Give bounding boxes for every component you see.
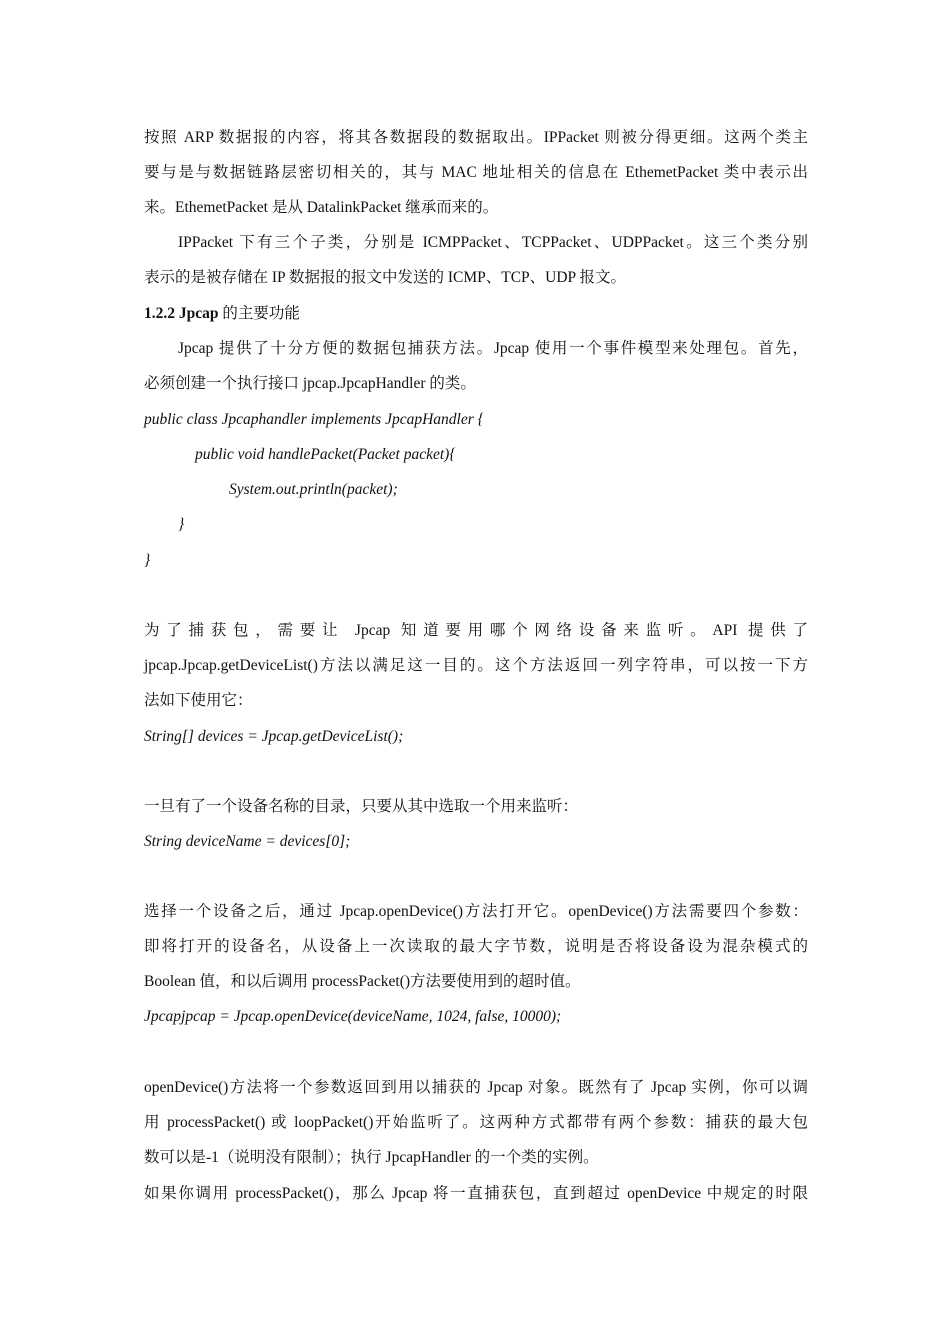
section-heading [144,304,808,324]
code-line: } [144,552,151,569]
code-line: public class Jpcaphandler implements JpcapHandler { [144,411,484,428]
code-line: } [178,516,185,533]
code-line: String[] devices = Jpcap.getDeviceList(); [144,728,404,745]
section-number: 1.2.2 Jpcap [144,305,219,322]
code-line: Jpcapjpcap = Jpcap.openDevice(deviceName, 1024, false, 10000); [144,1008,562,1025]
paragraph-line: Boolean 值，和以后调用 processPacket()方法要使用到的超时值。 [144,973,581,990]
paragraph-line: 法如下使用它： [144,692,253,709]
code-line: System.out.println(packet); [229,481,398,498]
paragraph-line: 为了捕获包，需要让 Jpcap 知道要用哪个网络设备来监听。API 提供了 [144,622,808,639]
paragraph-line: jpcap.Jpcap.getDeviceList()方法以满足这一目的。这个方法返回一列字符串，可以按一下方 [144,657,808,674]
paragraph-line: 数可以是-1（说明没有限制）；执行 JpcapHandler 的一个类的实例。 [144,1149,599,1166]
paragraph-line: 要与是与数据链路层密切相关的，其与 MAC 地址相关的信息在 EthemetPacket 类中表示出 [144,164,808,181]
paragraph-line: 选择一个设备之后，通过 Jpcap.openDevice()方法打开它。openDevice()方法需要四个参数： [144,903,808,920]
section-title: 的主要功能 [218,305,300,322]
paragraph-line: 表示的是被存储在 IP 数据报的报文中发送的 ICMP、TCP、UDP 报文。 [144,269,626,286]
paragraph-line: 来。EthemetPacket 是从 DatalinkPacket 继承而来的。 [144,199,499,216]
code-line: public void handlePacket(Packet packet){ [195,446,456,463]
paragraph-line: 用 processPacket() 或 loopPacket()开始监听了。这两种方式都带有两个参数：捕获的最大包 [144,1114,808,1131]
paragraph-line: openDevice()方法将一个参数返回到用以捕获的 Jpcap 对象。既然有了 Jpcap 实例，你可以调 [144,1079,808,1096]
paragraph-line: 如果你调用 processPacket()，那么 Jpcap 将一直捕获包，直到超过 openDevice 中规定的时限 [144,1185,808,1202]
paragraph-line: IPPacket 下有三个子类，分别是 ICMPPacket、TCPPacket、UDPPacket。这三个类分别 [178,234,808,251]
paragraph-line: 即将打开的设备名，从设备上一次读取的最大字节数，说明是否将设备设为混杂模式的 [144,938,808,955]
code-line: String deviceName = devices[0]; [144,833,351,850]
paragraph-line: 一旦有了一个设备名称的目录，只要从其中选取一个用来监听： [144,798,579,815]
paragraph-line: 按照 ARP 数据报的内容，将其各数据段的数据取出。IPPacket 则被分得更细。这两个类主 [144,129,808,146]
paragraph-line: Jpcap 提供了十分方便的数据包捕获方法。Jpcap 使用一个事件模型来处理包。首先， [178,340,808,357]
paragraph-line: 必须创建一个执行接口 jpcap.JpcapHandler 的类。 [144,375,476,392]
